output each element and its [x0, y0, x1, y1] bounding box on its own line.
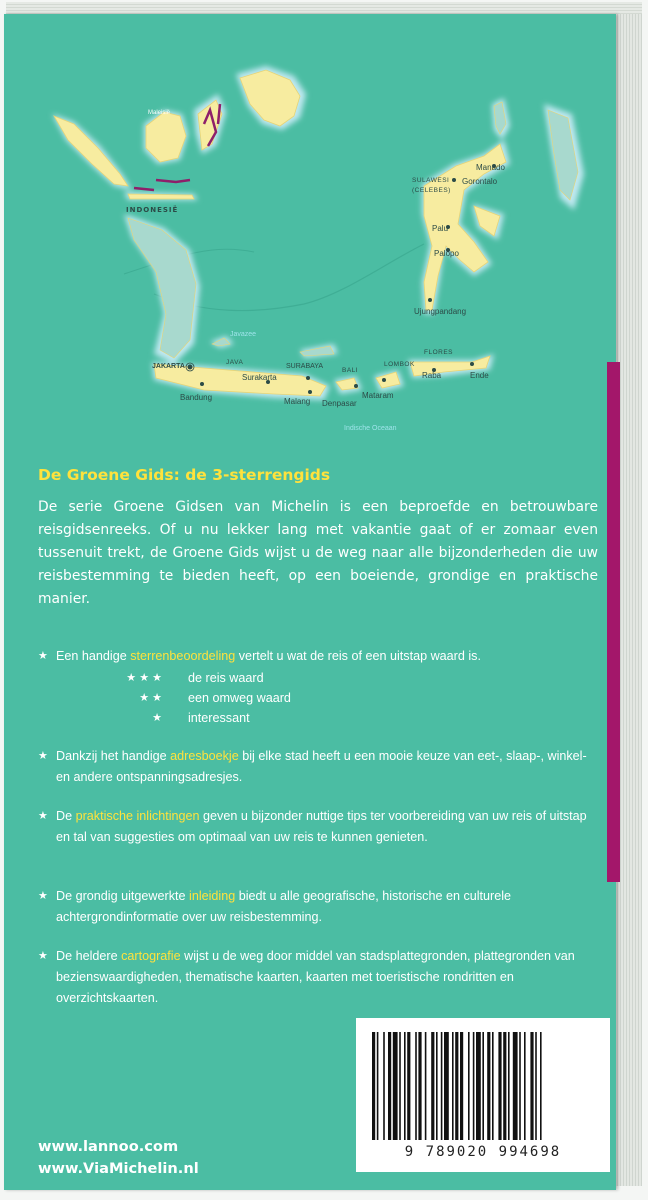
bullet-highlight: praktische inlichtingen [75, 809, 200, 823]
indonesia-map [4, 14, 616, 444]
bullet-highlight: sterrenbeoordeling [130, 649, 236, 663]
back-cover [4, 14, 616, 1190]
map-label-gorontalo: Gorontalo [462, 177, 498, 186]
rating-stars: ★ [152, 712, 162, 724]
map-label-malang: Malang [284, 397, 311, 406]
star-icon: ★ [38, 750, 48, 762]
bullet-text: De [56, 809, 76, 823]
map-label-indische-oceaan: Indische Oceaan [344, 425, 397, 432]
map-label-palu: Palu [432, 224, 449, 233]
map-label-raba: Raba [422, 371, 442, 380]
bullet-text: biedt u alle geografische, historische en culturele achtergrondinformatie over uw reisbestemming. [56, 889, 512, 924]
map-label-javazee: Javazee [230, 331, 257, 338]
map-label-mataram: Mataram [362, 391, 394, 400]
bullet-cartografie [38, 946, 598, 1009]
url-lannoo[interactable]: www.lannoo.com [38, 1138, 179, 1155]
bullet-text: vertelt u wat de reis of een uitstap waard is. [235, 649, 481, 663]
intro-paragraph: De serie Groene Gidsen van Michelin is een beproefde en betrouwbare reisgidsenreeks. Of u nu lekker lang met vakantie gaat of er zomaar even tussenuit trekt, de Groene Gids wijst u de weg naar alle bijzonderheden die uw reisbestemming te bieden heeft, op een boeiende, grondige en praktische manier. [38, 499, 598, 607]
map-title: INDONESIË [126, 206, 179, 214]
star-ratings-legend [92, 668, 291, 728]
map-label-flores: FLORES [424, 349, 454, 356]
overview-map-inset [52, 66, 306, 214]
star-icon: ★ [38, 810, 48, 822]
map-label-lombok: LOMBOK [384, 361, 415, 368]
map-label-java: JAVA [226, 359, 244, 366]
rating-row [92, 688, 291, 708]
rating-row [92, 708, 291, 728]
map-label-celebes: (CELEBES) [412, 187, 451, 194]
map-label-manado: Manado [476, 163, 505, 172]
star-icon: ★ [38, 950, 48, 962]
rating-stars: ★ ★ [139, 692, 162, 704]
bullet-highlight: adresboekje [170, 749, 239, 763]
bullet-text: Een handige [56, 649, 131, 663]
rating-label: de reis waard [188, 671, 264, 685]
map-label-surakarta: Surakarta [242, 373, 277, 382]
map-label-jakarta: JAKARTA [152, 363, 185, 370]
star-icon: ★ [38, 650, 48, 662]
bullet-highlight: cartografie [121, 949, 181, 963]
map-label-maleisie: Maleisië [148, 110, 171, 116]
bullet-text: bij elke stad heeft u een mooie keuze van eet-, slaap-, winkel- en andere ontspanningsadresjes. [56, 749, 587, 784]
bullet-text: geven u bijzonder nuttige tips ter voorbereiding van uw reis of uitstap en tal van suggesties om optimaal van uw reis te kunnen genieten. [56, 809, 587, 844]
rating-row [92, 668, 291, 688]
bullet-text: Dankzij het handige [56, 749, 171, 763]
rating-label: een omweg waard [188, 691, 291, 705]
map-label-bali: BALI [342, 367, 359, 374]
bullet-text: wijst u de weg door middel van stadsplattegronden, plattegronden van bezienswaardigheden, thematische kaarten, kaarten met toeristische rondritten en overzichtskaarten. [56, 949, 575, 1005]
star-icon: ★ [38, 890, 48, 902]
main-map [124, 98, 584, 432]
bullet-sterrenbeoordeling [38, 646, 598, 667]
bullet-praktische-inlichtingen [38, 806, 598, 848]
map-label-denpasar: Denpasar [322, 399, 357, 408]
map-label-bandung: Bandung [180, 393, 213, 402]
map-label-sulawesi: SULAWESI [412, 177, 450, 184]
bullet-text: De grondig uitgewerkte [56, 889, 190, 903]
map-label-surabaya: SURABAYA [286, 363, 324, 370]
url-viamichelin[interactable]: www.ViaMichelin.nl [38, 1160, 199, 1177]
map-label-ende: Ende [470, 371, 489, 380]
bullet-adresboekje [38, 746, 598, 788]
map-graphic [4, 14, 616, 444]
rating-label: interessant [188, 711, 250, 725]
map-label-palopo: Palopo [434, 249, 459, 258]
isbn-number: 9 789020 994698 [404, 1144, 562, 1160]
rating-stars: ★ ★ ★ [126, 672, 162, 684]
section-heading: De Groene Gids: de 3-sterrengids [38, 466, 331, 484]
bullet-text: De heldere [56, 949, 122, 963]
publisher-urls [38, 1136, 199, 1180]
barcode-label [356, 1018, 610, 1172]
bullet-highlight: inleiding [189, 889, 236, 903]
bullet-inleiding [38, 886, 598, 928]
map-label-ujungpandang: Ujungpandang [414, 307, 467, 316]
barcode-icon [370, 1032, 596, 1142]
